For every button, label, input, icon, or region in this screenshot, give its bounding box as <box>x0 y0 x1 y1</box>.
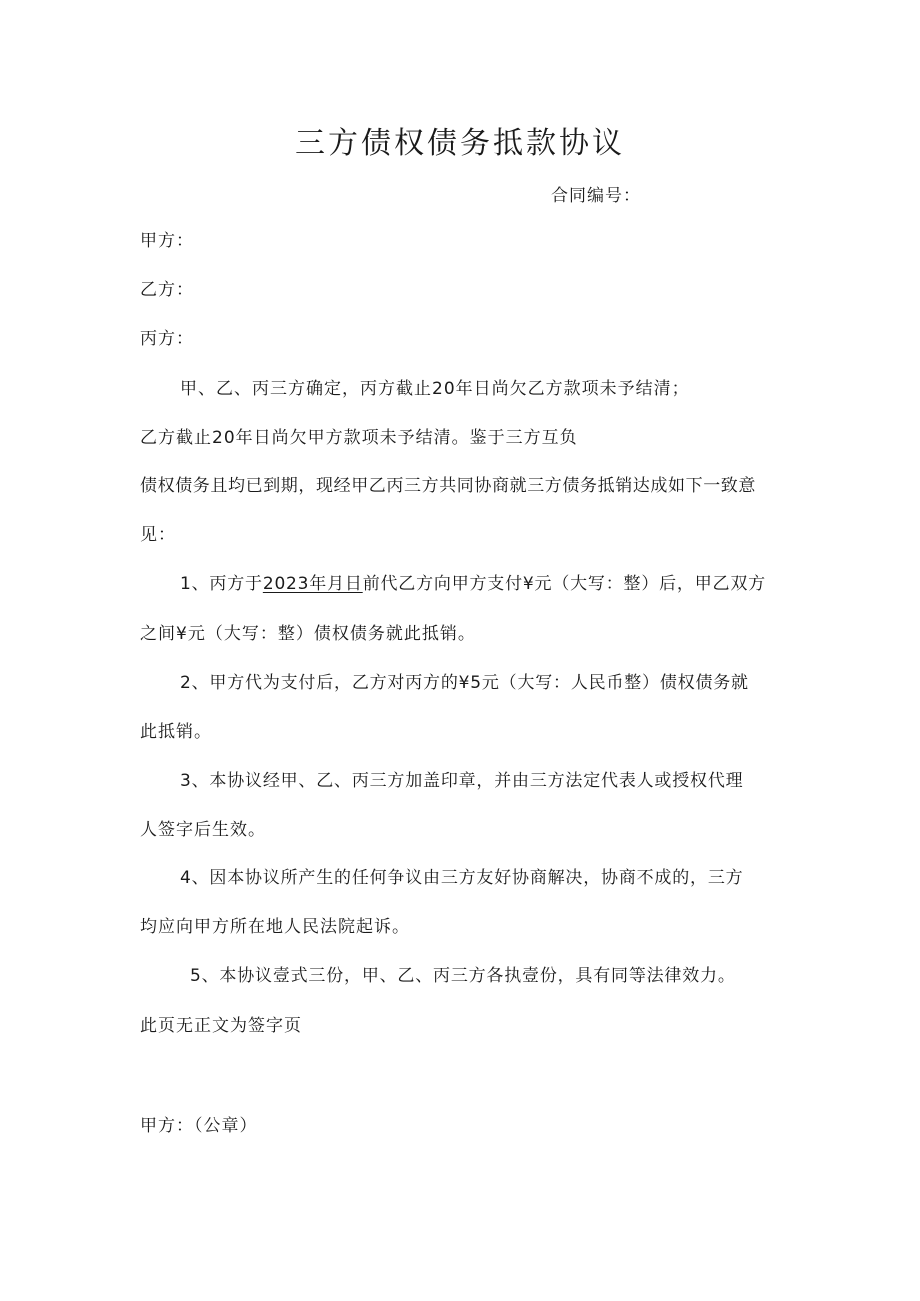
intro-line-1: 甲、乙、丙三方确定，丙方截止20年日尚欠乙方款项未予结清； <box>180 379 690 399</box>
party-a-label: 甲方： <box>140 231 194 251</box>
party-c-label: 丙方： <box>140 329 194 349</box>
clause-4-line-1: 4、因本协议所产生的任何争议由三方友好协商解决，协商不成的，三方 <box>180 868 744 888</box>
document-title: 三方债权债务抵款协议 <box>295 126 625 161</box>
clause-1-date: 2023年月日 <box>262 574 363 594</box>
clause-3-line-1: 3、本协议经甲、乙、丙三方加盖印章，并由三方法定代表人或授权代理 <box>180 771 744 791</box>
contract-number-label: 合同编号： <box>551 186 641 206</box>
clause-4-line-2: 均应向甲方所在地人民法院起诉。 <box>140 917 410 937</box>
clause-1-line-1 <box>180 569 766 594</box>
clause-1-suffix: 前代乙方向甲方支付¥元（大写：整）后，甲乙双方 <box>362 574 766 594</box>
clause-2-line-2: 此抵销。 <box>140 722 212 742</box>
clause-2-line-1: 2、甲方代为支付后，乙方对丙方的¥5元（大写：人民币整）债权债务就 <box>180 673 749 693</box>
intro-line-2: 乙方截止20年日尚欠甲方款项未予结清。鉴于三方互负 <box>140 428 578 448</box>
intro-line-4: 见： <box>140 525 176 545</box>
intro-line-3: 债权债务且均已到期，现经甲乙丙三方共同协商就三方债务抵销达成如下一致意 <box>140 476 756 496</box>
clause-1-line-2: 之间¥元（大写：整）债权债务就此抵销。 <box>140 624 476 644</box>
clause-5-line-1: 5、本协议壹式三份，甲、乙、丙三方各执壹份，具有同等法律效力。 <box>190 966 736 986</box>
signature-party-a: 甲方：（公章） <box>140 1116 258 1136</box>
signature-page-note: 此页无正文为签字页 <box>140 1016 302 1036</box>
party-b-label: 乙方： <box>140 280 194 300</box>
clause-1-prefix: 1、丙方于 <box>180 574 263 594</box>
clause-3-line-2: 人签字后生效。 <box>140 820 266 840</box>
